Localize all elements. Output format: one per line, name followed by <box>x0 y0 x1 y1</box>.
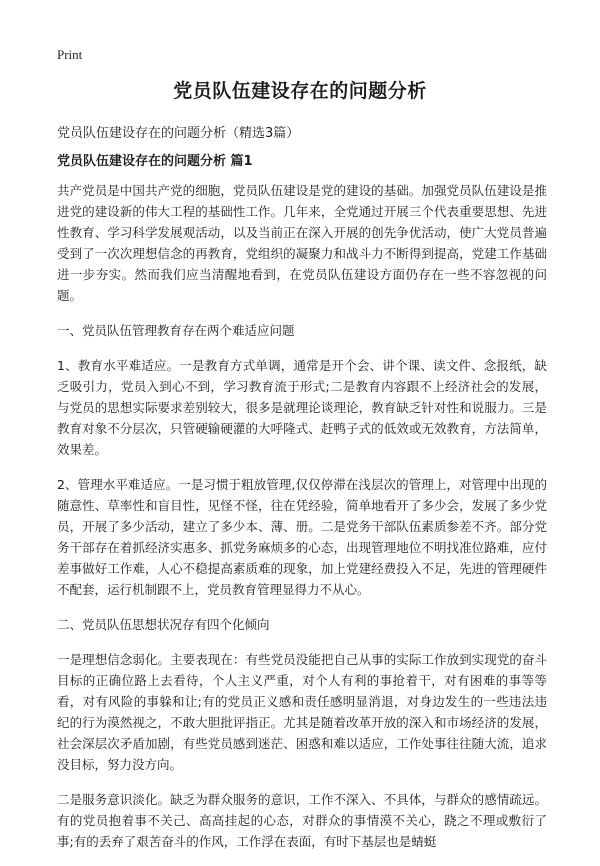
paragraph-service: 二是服务意识淡化。缺乏为群众服务的意识，工作不深入、不具体，与群众的感情疏远。有的党员抱着事不关己、高高挂起的心态，对群众的事情漠不关心，跷之不理或敷衍了事;有的丢弃了艰苦奋斗的作风，工作浮在表面，有时下基层也是蜻蜓 <box>57 792 547 849</box>
paragraph-management: 2、管理水平难适应。一是习惯于粗放管理,仅仅停滞在浅层次的管理上，对管理中出现的随意性、草率性和盲目性，见怪不怪，往在凭经验，简单地看开了多少会，发展了多少党员，开展了多少活动，建立了多少本、薄、册。二是党务干部队伍素质参差不齐。部分党务干部存在着抓经济实惠多、抓党务麻烦多的心态，出现管理地位不明找准位路难，应付差事做好工作难，人心不稳提高素质难的现象，加上党建经费投入不足，先进的管理硬件不配套，运行机制跟不上，党员教育管理显得力不从心。 <box>57 477 547 597</box>
section-heading-2: 二、党员队伍思想状况存有四个化倾向 <box>57 617 270 632</box>
section-title: 党员队伍建设存在的问题分析 篇1 <box>57 154 253 169</box>
document-subtitle: 党员队伍建设存在的问题分析（精选3篇） <box>57 126 300 141</box>
print-link[interactable]: Print <box>57 47 83 62</box>
intro-paragraph: 共产党员是中国共产党的细胞，党员队伍建设是党的建设的基础。加强党员队伍建设是推进党的建设新的伟大工程的基础性工作。几年来，全党通过开展三个代表重要思想、先进性教育、学习科学发展观活动，以及当前正在深入开展的创先争优活动，使广大党员普遍受到了一次次理想信念的再教育，党组织的凝聚力和战斗力不断得到提高，党建工作基础进一步夯实。然而我们应当清醒地看到，在党员队伍建设方面仍存在一些不容忽视的问题。 <box>57 183 547 303</box>
paragraph-education: 1、教育水平难适应。一是教育方式单调，通常是开个会、讲个课、读文件、念报纸，缺乏吸引力，党员入到心不到，学习教育流于形式;二是教育内容跟不上经济社会的发展，与党员的思想实际要求差别较大，很多是就理论谈理论，教育缺乏针对性和说服力。三是教育对象不分层次，只管硬输硬灌的大呼隆式、赶鸭子式的低效或无效教育，方法简单，效果差。 <box>57 358 547 457</box>
document-body <box>57 180 547 866</box>
section-heading-1: 一、党员队伍管理教育存在两个难适应问题 <box>57 323 295 338</box>
paragraph-ideals: 一是理想信念弱化。主要表现在：有些党员没能把自己从事的实际工作放到实现党的奋斗目标的正确位路上去看待，个人主义严重，对个人有利的事抢着干，对有困难的事等等看，对有风险的事躲和让;有的党员正义感和责任感明显消退，对身边发生的一些违法违纪的行为漠然视之，不敢大胆批评指正。尤其是随着改革开放的深入和市场经济的发展，社会深层次矛盾加剧，有些党员感到迷茫、困惑和难以适应，工作处事往往随大流，追求没目标，努力没方向。 <box>57 652 547 772</box>
document-title: 党员队伍建设存在的问题分析 <box>173 80 427 102</box>
